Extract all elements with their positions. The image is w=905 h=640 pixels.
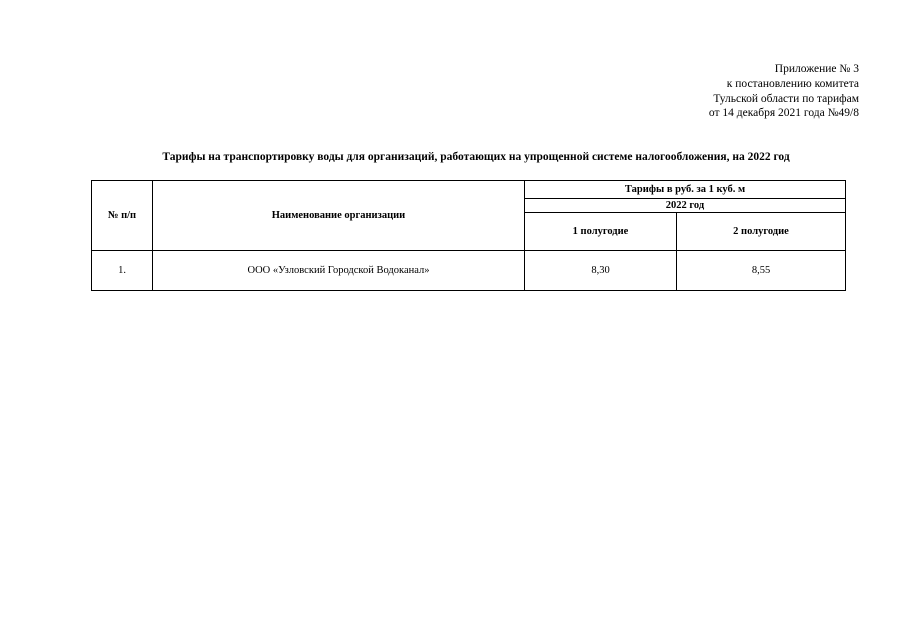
appendix-number: Приложение № 3 xyxy=(774,63,859,75)
table-row xyxy=(92,251,846,291)
header-year: 2022 год xyxy=(525,199,846,213)
header-organization: Наименование организации xyxy=(153,181,525,251)
appendix-committee: Тульской области по тарифам xyxy=(713,92,859,105)
table-header-row xyxy=(92,181,846,199)
appendix-resolution: к постановлению комитета xyxy=(726,77,859,90)
header-half2: 2 полугодие xyxy=(677,213,846,251)
tariffs-table xyxy=(91,180,846,291)
cell-half1: 8,30 xyxy=(525,251,677,291)
appendix-header xyxy=(709,62,859,121)
header-half1: 1 полугодие xyxy=(525,213,677,251)
header-number: № п/п xyxy=(92,181,153,251)
header-tariffs-group: Тарифы в руб. за 1 куб. м xyxy=(525,181,846,199)
cell-half2: 8,55 xyxy=(677,251,846,291)
cell-organization: ООО «Узловский Городской Водоканал» xyxy=(153,251,525,291)
document-title: Тарифы на транспортировку воды для организаций, работающих на упрощенной системе налогообложения, на 2022 год xyxy=(162,151,790,163)
appendix-date: от 14 декабря 2021 года №49/8 xyxy=(708,107,859,120)
cell-number: 1. xyxy=(92,251,153,291)
